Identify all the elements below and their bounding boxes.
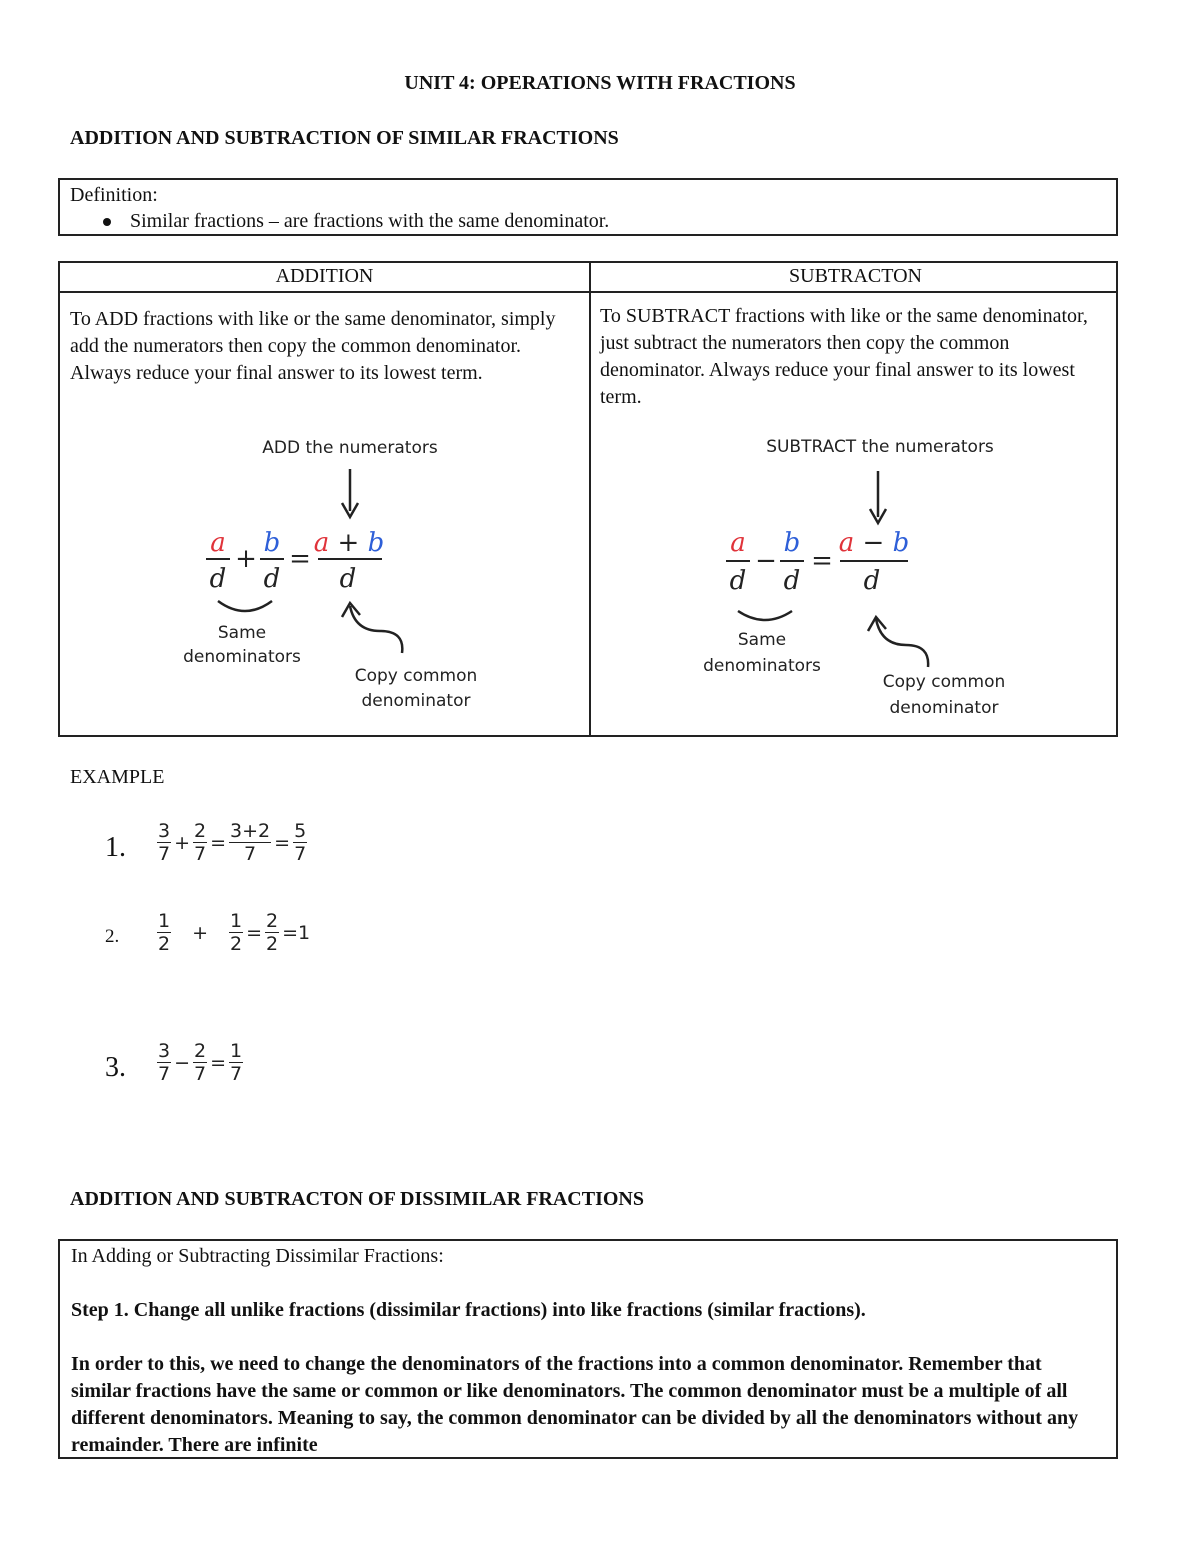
fraction: $\frac{3+2}{7}$ bbox=[230, 820, 271, 865]
sub-result-numerator: a − b bbox=[838, 528, 910, 558]
table-divider bbox=[589, 263, 591, 735]
addition-header: ADDITION bbox=[275, 265, 374, 287]
dissimilar-box bbox=[58, 1239, 1118, 1459]
fraction: $\frac{2}{7}$ bbox=[194, 1040, 207, 1085]
example-1-number: 1. bbox=[105, 832, 126, 863]
fraction: $\frac{1}{2}$ bbox=[158, 910, 171, 955]
fraction: $\frac{2}{2}$ bbox=[266, 910, 279, 955]
fraction: $\frac{3}{7}$ bbox=[158, 1040, 171, 1085]
operations-table bbox=[58, 261, 1118, 737]
dissimilar-intro: In Adding or Subtracting Dissimilar Fractions: bbox=[71, 1245, 444, 1267]
fraction: $\frac{3}{7}$ bbox=[158, 820, 171, 865]
add-plus: + bbox=[235, 544, 257, 574]
addition-text: To ADD fractions with like or the same denominator, simply add the numerators then copy the common denominator. Always reduce your final answer to its lowest term. bbox=[70, 308, 556, 384]
add-copy-label-1: Copy common bbox=[354, 666, 478, 686]
add-result-numerator: a + b bbox=[313, 528, 385, 558]
sub-num-a: a bbox=[730, 528, 746, 558]
add-den-2: d bbox=[263, 564, 281, 594]
section-heading-similar: ADDITION AND SUBTRACTION OF SIMILAR FRACTIONS bbox=[70, 127, 619, 149]
example-2-equation: $\frac{1}{2}$ + $\frac{1}{2}$ = $\frac{2}{2}$ =1 bbox=[158, 910, 311, 955]
subtraction-diagram bbox=[690, 431, 1050, 721]
subtraction-header: SUBTRACTON bbox=[789, 265, 922, 287]
example-2-number: 2. bbox=[105, 926, 120, 947]
fraction: $\frac{1}{2}$ bbox=[230, 910, 243, 955]
brace-icon bbox=[218, 601, 272, 611]
sub-den-2: d bbox=[783, 566, 801, 596]
add-num-a: a bbox=[210, 528, 226, 558]
example-1-equation: $\frac{3}{7}$ + $\frac{2}{7}$ = $\frac{3+2}{7}$ = $\frac{5}{7}$ bbox=[158, 820, 307, 865]
dissimilar-paragraph: In order to this, we need to change the denominators of the fractions into a common denominator. Remember that similar fractions have the same or common or like denominators. The common denominator must be a multiple of all different denominators. Meaning to say, the common denominator can be divided by all the denominators without any remainder. There are infinite bbox=[71, 1353, 1079, 1456]
add-numerators-label: ADD the numerators bbox=[262, 438, 438, 458]
sub-result-den: d bbox=[863, 566, 881, 596]
fraction: $\frac{5}{7}$ bbox=[294, 820, 307, 865]
add-num-b: b bbox=[263, 528, 281, 558]
example-3-number: 3. bbox=[105, 1052, 126, 1083]
fraction: $\frac{2}{7}$ bbox=[194, 820, 207, 865]
unit-title: UNIT 4: OPERATIONS WITH FRACTIONS bbox=[404, 72, 796, 94]
section-heading-dissimilar: ADDITION AND SUBTRACTON OF DISSIMILAR FRACTIONS bbox=[70, 1188, 644, 1210]
add-den-1: d bbox=[209, 564, 227, 594]
subtract-numerators-label: SUBTRACT the numerators bbox=[766, 437, 994, 457]
sub-den-1: d bbox=[729, 566, 747, 596]
table-header-rule bbox=[60, 291, 1116, 293]
sub-copy-label-2: denominator bbox=[889, 698, 999, 718]
sub-minus: − bbox=[755, 546, 777, 576]
add-same-label-2: denominators bbox=[183, 647, 301, 667]
brace-icon bbox=[738, 611, 792, 620]
subtraction-text: To SUBTRACT fractions with like or the same denominator, just subtract the numerators then copy the common denominator. Always reduce your final answer to its lowest term. bbox=[600, 305, 1088, 408]
add-same-label-1: Same bbox=[217, 623, 267, 643]
sub-same-label-1: Same bbox=[737, 630, 787, 650]
example-label: EXAMPLE bbox=[70, 766, 165, 788]
step-1: Step 1. Change all unlike fractions (dissimilar fractions) into like fractions (similar fractions). bbox=[71, 1299, 866, 1321]
sub-same-label-2: denominators bbox=[703, 656, 821, 676]
sub-copy-label-1: Copy common bbox=[882, 672, 1006, 692]
add-copy-label-2: denominator bbox=[361, 691, 471, 711]
definition-bullet: Similar fractions – are fractions with the same denominator. bbox=[130, 208, 1106, 234]
addition-diagram bbox=[170, 431, 500, 716]
definition-list bbox=[70, 208, 1106, 234]
fraction: $\frac{1}{7}$ bbox=[230, 1040, 243, 1085]
sub-num-b: b bbox=[783, 528, 801, 558]
definition-label: Definition: bbox=[70, 184, 158, 206]
add-equals: = bbox=[289, 544, 311, 574]
definition-box bbox=[58, 178, 1118, 236]
add-result-den: d bbox=[339, 564, 357, 594]
example-3-equation: $\frac{3}{7}$ − $\frac{2}{7}$ = $\frac{1}{7}$ bbox=[158, 1040, 243, 1085]
sub-equals: = bbox=[811, 546, 833, 576]
